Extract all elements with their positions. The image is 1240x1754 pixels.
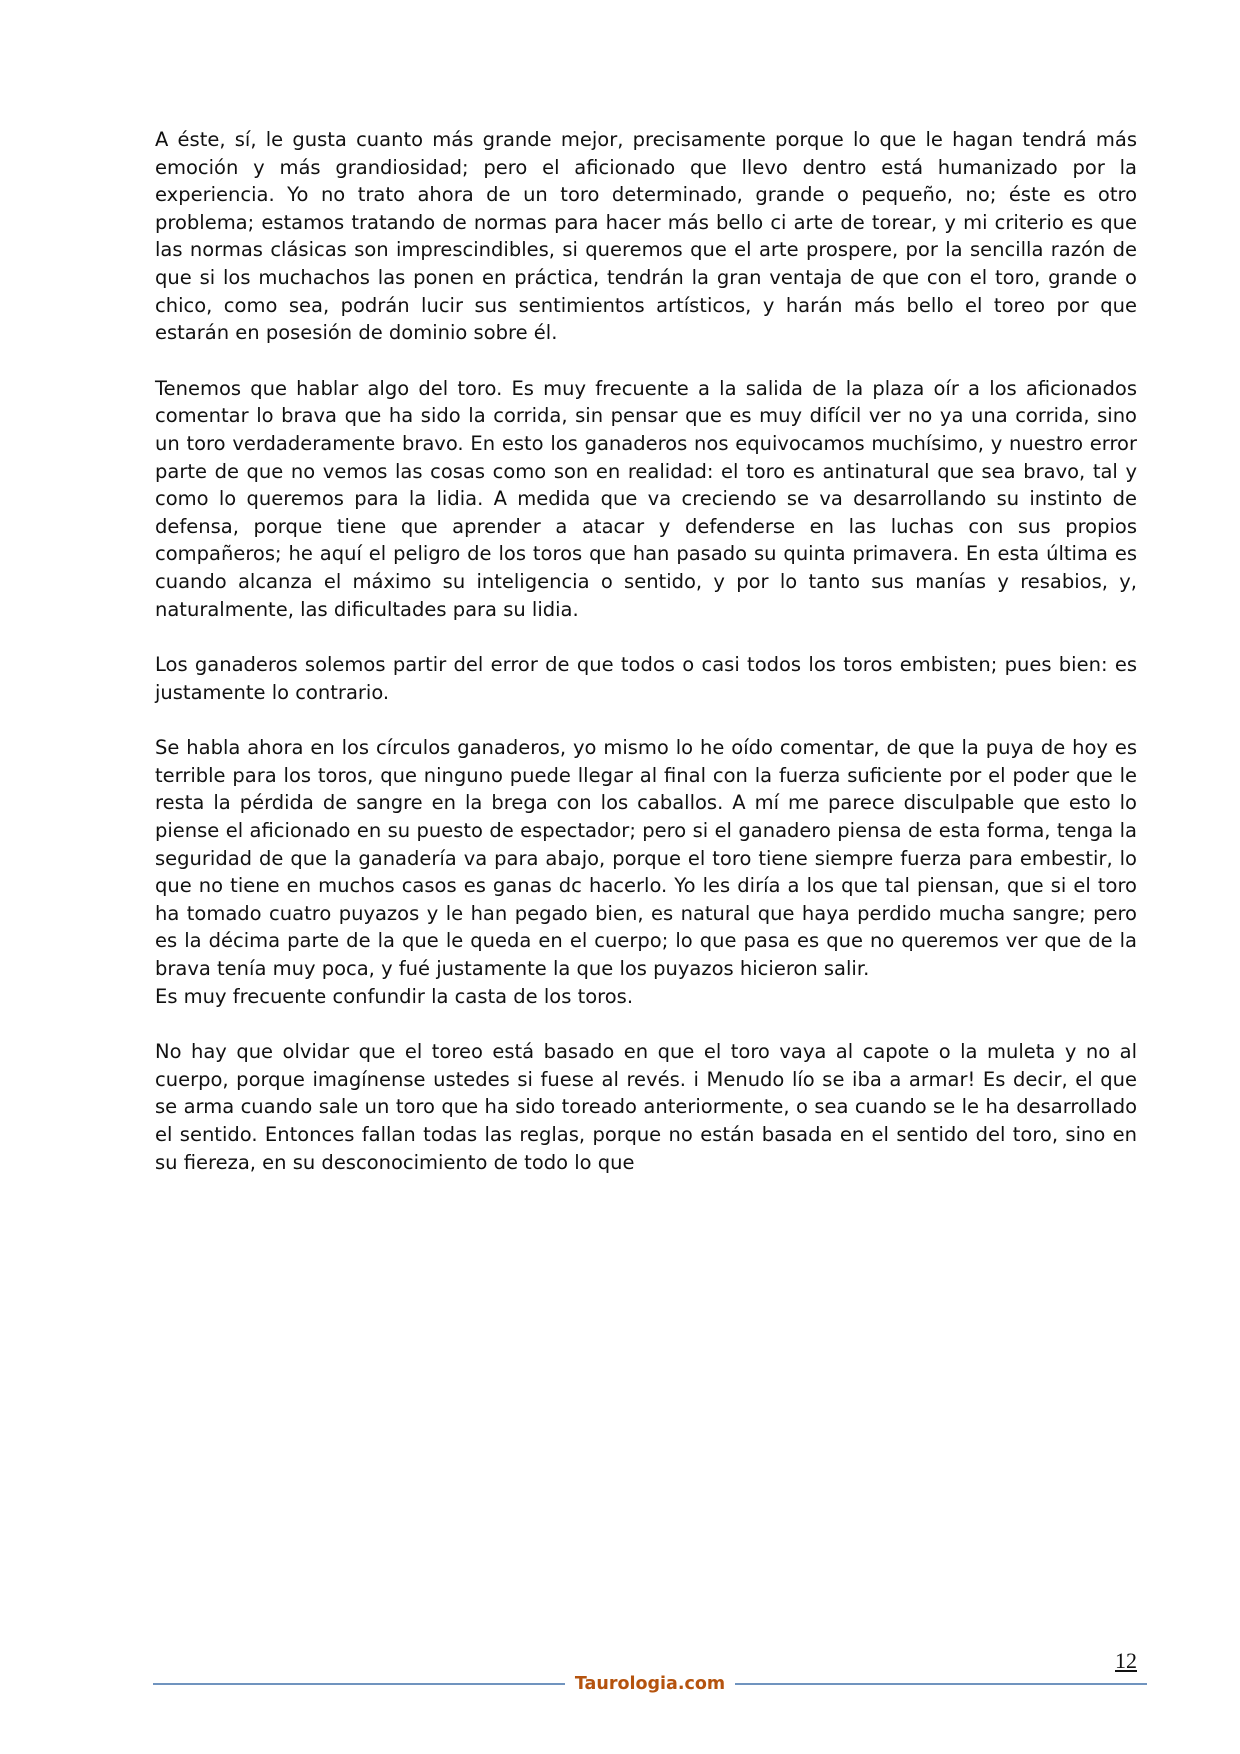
page-number: 12 [1115,1648,1137,1673]
footer-rule-right [735,1683,1147,1685]
page-body [155,126,1137,1204]
paragraph-2: Tenemos que hablar algo del toro. Es muy frecuente a la salida de la plaza oír a los aficionados comentar lo brava que ha sido la corrida, sin pensar que es muy difícil ver no ya una corrida, sino un toro verdaderamente bravo. En esto los ganaderos nos equivocamos muchísimo, y nuestro error parte de que no vemos las cosas como son en realidad: el toro es antinatural que sea bravo, tal y como lo queremos para la lidia. A medida que va creciendo se va desarrollando su instinto de defensa, porque tiene que aprender a atacar y defenderse en las luchas con sus propios compañeros; he aquí el peligro de los toros que han pasado su quinta primavera. En esta última es cuando alcanza el máximo su inteligencia o sentido, y por lo tanto sus manías y resabios, y, naturalmente, las dificultades para su lidia. [155,376,1137,621]
paragraph-4-continuation: Es muy frecuente confundir la casta de los toros. [155,984,634,1008]
paragraph-3: Los ganaderos solemos partir del error de que todos o casi todos los toros embisten; pues bien: es justamente lo contrario. [155,653,1137,704]
paragraph-1: A éste, sí, le gusta cuanto más grande mejor, precisamente porque lo que le hagan tendrá más emoción y más grandiosidad; pero el aficionado que llevo dentro está humanizado por la experiencia. Yo no trato ahora de un toro determinado, grande o pequeño, no; éste es otro problema; estamos tratando de normas para hacer más bello ci arte de torear, y mi criterio es que las normas clásicas son imprescindibles, si queremos que el arte prospere, por la sencilla razón de que si los muchachos las ponen en práctica, tendrán la gran ventaja de que con el toro, grande o chico, como sea, podrán lucir sus sentimientos artísticos, y harán más bello el toreo por que estarán en posesión de dominio sobre él. [155,128,1137,345]
paragraph-4: Se habla ahora en los círculos ganaderos, yo mismo lo he oído comentar, de que la puya de hoy es terrible para los toros, que ninguno puede llegar al final con la fuerza suficiente por el poder que le resta la pérdida de sangre en la brega con los caballos. A mí me parece disculpable que esto lo piense el aficionado en su puesto de espectador; pero si el ganadero piensa de esta forma, tenga la seguridad de que la ganadería va para abajo, porque el toro tiene siempre fuerza para embestir, lo que no tiene en muchos casos es ganas dc hacerlo. Yo les diría a los que tal piensan, que si el toro ha tomado cuatro puyazos y le han pegado bien, es natural que haya perdido mucha sangre; pero es la décima parte de la que le queda en el cuerpo; lo que pasa es que no queremos ver que de la brava tenía muy poca, y fué justamente la que los puyazos hicieron salir. [155,736,1137,981]
paragraph-5: No hay que olvidar que el toreo está basado en que el toro vaya al capote o la muleta y no al cuerpo, porque imagínense ustedes si fuese al revés. i Menudo lío se iba a armar! Es decir, el que se arma cuando sale un toro que ha sido toreado anteriormente, o sea cuando se le ha desarrollado el sentido. Entonces fallan todas las reglas, porque no están basada en el sentido del toro, sino en su fiereza, en su desconocimiento de todo lo que [155,1040,1137,1174]
footer-rule-left [153,1683,565,1685]
footer-site-label: Taurologia.com [574,1674,726,1694]
footer [153,1672,1147,1696]
